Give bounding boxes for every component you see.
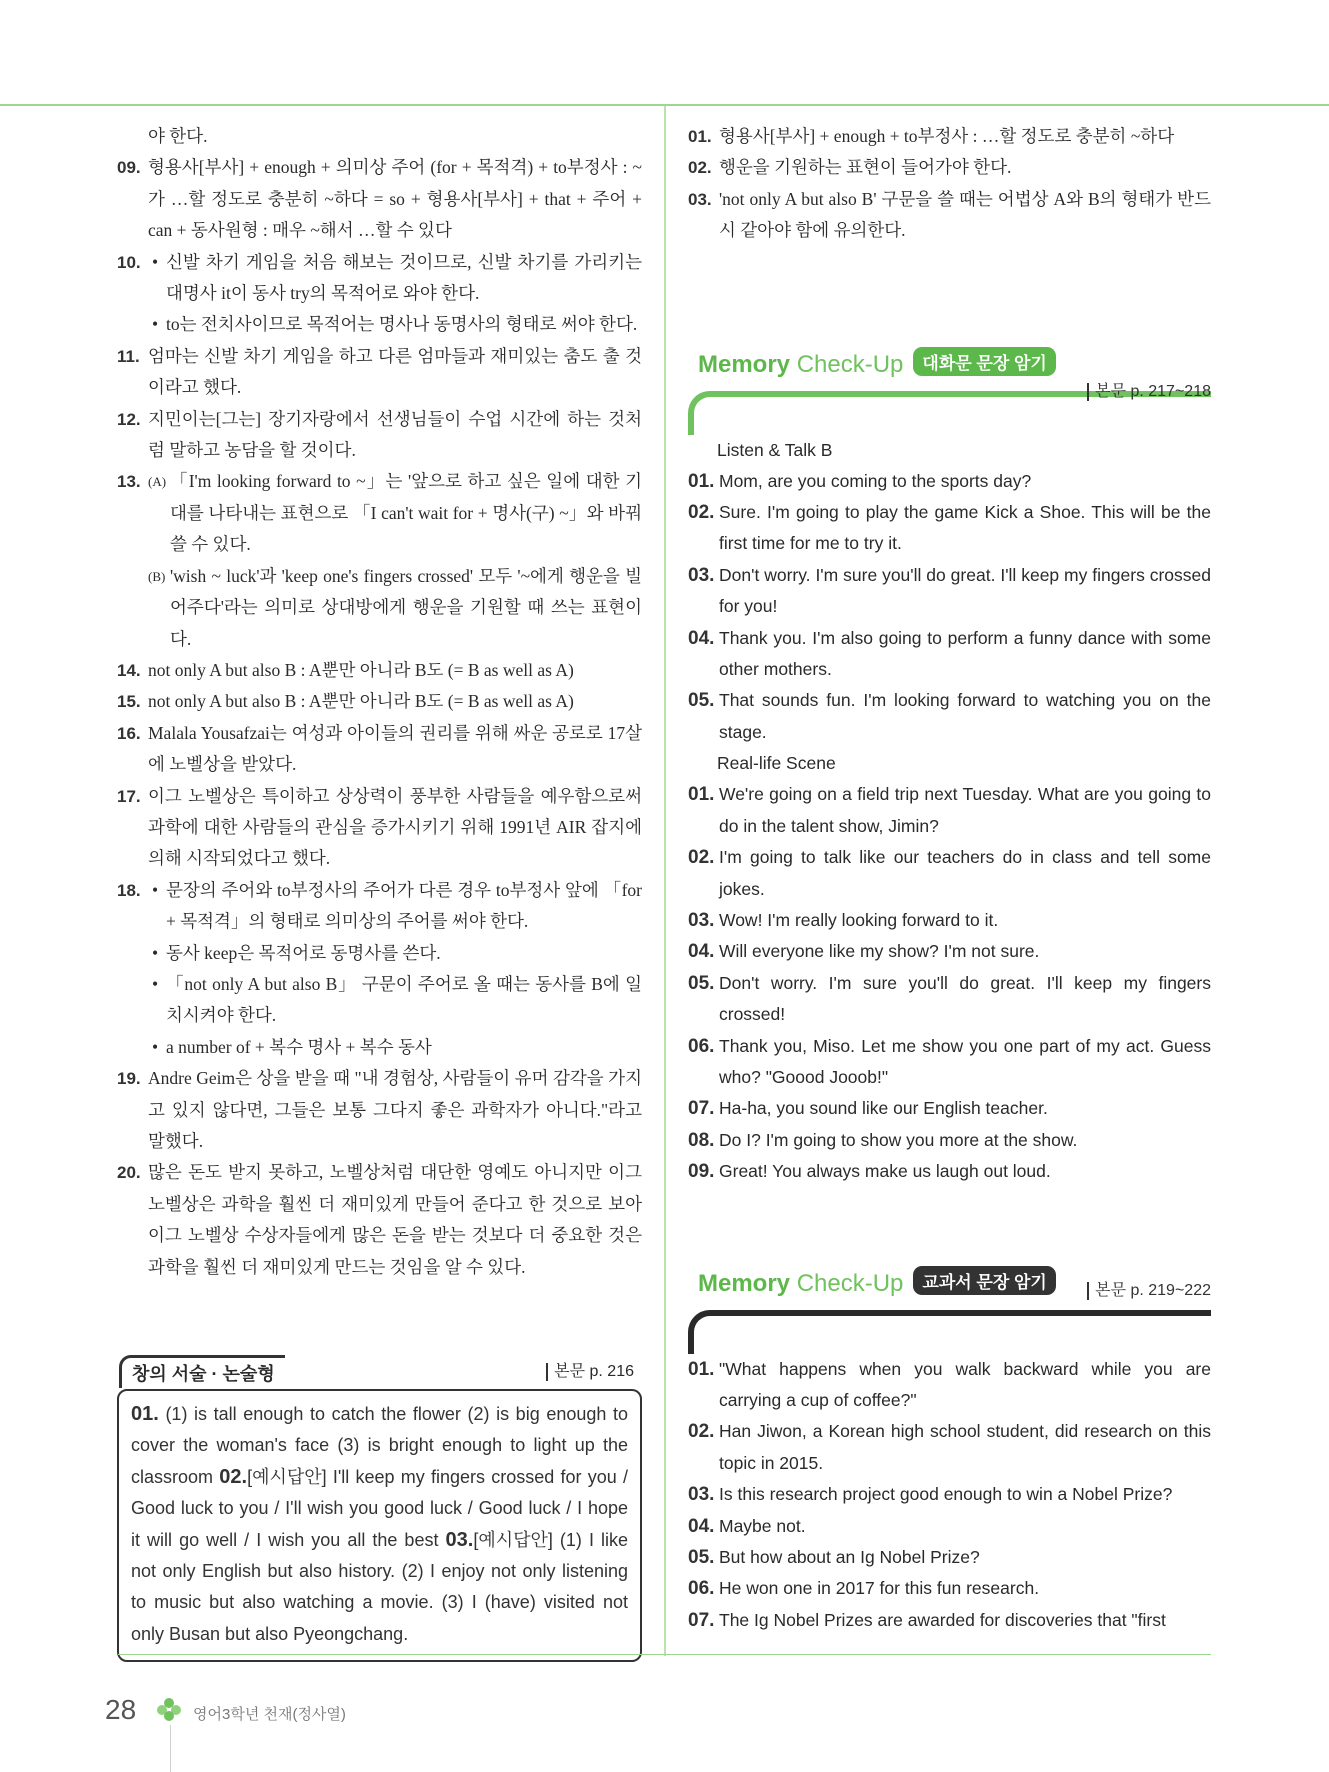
answer-text: (1) is tall enough to catch the flower (2) is big enough to cover the woman's face (3) is bright enough to light up the classroom [131, 1404, 628, 1487]
item-number: 18. [117, 880, 141, 900]
list-item: 05. That sounds fun. I'm looking forward to watching you on the stage. [688, 690, 1211, 742]
bullet-icon: • [152, 879, 159, 900]
list-item: 야 한다. [148, 126, 208, 146]
bullet-point: • to는 전치사이므로 목적어는 명사나 동명사의 형태로 써야 한다. [148, 309, 642, 340]
item-number: 13. [117, 472, 141, 492]
item-number: 12. [117, 409, 141, 429]
labeled-point: (B) 'wish ~ luck'과 'keep one's fingers crossed' 모두 '~에게 행운을 빌어주다'라는 의미로 상대방에게 행운을 기원할 때 쓰는 표현이다. [148, 565, 642, 649]
list-item: 06. Thank you, Miso. Let me show you one part of my act. Guess who? "Goood Jooob!" [688, 1035, 1211, 1087]
page-reference: 본문 p. 216 [546, 1363, 634, 1381]
list-item: 02. Han Jiwon, a Korean high school student, did research on this topic in 2015. [688, 1421, 1211, 1473]
answer-16: 16. Malala Yousafzai는 여성과 아이들의 권리를 위해 싸운 공로로 17살에 노벨상을 받았다. [117, 718, 642, 781]
bullet-icon: • [152, 1036, 159, 1057]
page-reference: 본문 p. 217~218 [1087, 383, 1211, 401]
memory-checkup-dialogue [688, 347, 1211, 1188]
explanation-text: 형용사[부사] + enough + 의미상 주어 (for + 목적격) + to부정사 : ~가 …할 정도로 충분히 ~하다 = so + 형용사[부사] + that + 주어 + can + 동사원형 : 매우 ~해서 …할 수 있다 [148, 157, 642, 241]
answer-03: 03. 'not only A but also B' 구문을 쓸 때는 어법상 A와 B의 형태가 반드시 같아야 함에 유의한다. [688, 184, 1211, 247]
item-number: 02. [219, 1465, 248, 1488]
box-title: 창의 서술 · 논술형 [119, 1355, 285, 1388]
section-header [688, 347, 1211, 399]
answer-15: 15. not only A but also B : A뿐만 아니라 B도 (= B as well as A) [117, 686, 642, 717]
right-column [688, 121, 1211, 1636]
list-item: 02. I'm going to talk like our teachers do in class and tell some jokes. [688, 847, 1211, 899]
page-number: 28 [105, 1694, 137, 1725]
left-column [117, 121, 642, 1662]
list-item: 07. The Ig Nobel Prizes are awarded for discoveries that "first [688, 1609, 1166, 1631]
creative-writing-section [117, 1355, 642, 1662]
item-number: 14. [117, 660, 141, 680]
footer-divider [170, 1725, 171, 1772]
item-number: 15. [117, 692, 141, 712]
answer-box [117, 1389, 642, 1662]
memory-checkup-textbook [688, 1266, 1211, 1637]
list-item: 07. Ha-ha, you sound like our English teacher. [688, 1098, 1048, 1120]
answer-19: 19. Andre Geim은 상을 받을 때 "내 경험상, 사람들이 유머 감각을 가지고 있지 않다면, 그들은 보통 그다지 좋은 과학자가 아니다."라고 말했다. [117, 1063, 642, 1157]
list-item: 06. He won one in 2017 for this fun research. [688, 1578, 1040, 1600]
item-number: 01. [131, 1403, 159, 1426]
box-header [117, 1355, 642, 1389]
answer-01: 01. 형용사[부사] + enough + to부정사 : …할 정도로 충분히 ~하다 [688, 121, 1211, 152]
item-number: 10. [117, 252, 141, 272]
bullet-icon: • [152, 973, 159, 994]
bullet-point: • 동사 keep은 목적어로 동명사를 쓴다. [148, 938, 642, 969]
section-title: Memory Check-Up 대화문 문장 암기 [698, 347, 1056, 379]
section-header [688, 1266, 1211, 1318]
answer-10 [117, 247, 642, 341]
answer-09 [117, 152, 642, 246]
list-item: 03. Is this research project good enough to win a Nobel Prize? [688, 1484, 1173, 1506]
list-item: 05. But how about an Ig Nobel Prize? [688, 1547, 980, 1568]
item-number: 01. [688, 127, 712, 146]
page-reference: 본문 p. 219~222 [1087, 1282, 1211, 1300]
bullet-point: • 「not only A but also B」 구문이 주어로 올 때는 동사를 B에 일치시켜야 한다. [148, 969, 642, 1032]
item-number: 16. [117, 723, 141, 743]
sentence-list [688, 1354, 1211, 1637]
bullet-icon: • [152, 251, 159, 272]
item-number: 17. [117, 786, 141, 806]
labeled-point: (A) 「I'm looking forward to ~」는 '앞으로 하고 싶은 일에 대한 기대를 나타내는 표현으로 「I can't wait for + 명사(구) ~」와 바꿔 쓸 수 있다. [148, 471, 642, 555]
answer-02: 02. 행운을 기원하는 표현이 들어가야 한다. [688, 152, 1211, 183]
list-item: 04. Thank you. I'm also going to perform a funny dance with some other mothers. [688, 627, 1211, 680]
answer-11: 11. 엄마는 신발 차기 게임을 하고 다른 엄마들과 재미있는 춤도 출 것이라고 했다. [117, 341, 642, 404]
list-item: 01. "What happens when you walk backward while you are carrying a cup of coffee?" [688, 1358, 1211, 1410]
clover-icon [157, 1697, 181, 1723]
answer-text: [예시답안] (1) I like not only English but also history. (2) I enjoy not only listening to music but also watching a movie. (3) I (have) visited not only Busan but also Pyeongchang. [131, 1529, 628, 1644]
answer-18 [117, 875, 642, 1063]
list-item: 01. Mom, are you coming to the sports day? [688, 470, 1032, 492]
list-item: 04. Maybe not. [688, 1515, 806, 1537]
bullet-icon: • [152, 942, 159, 963]
list-item: 04. Will everyone like my show? I'm not sure. [688, 941, 1040, 963]
subsection-heading: Real-life Scene [717, 753, 836, 774]
item-number: 09. [117, 158, 141, 178]
answer-12: 12. 지민이는[그는] 장기자랑에서 선생님들이 수업 시간에 하는 것처럼 말하고 농담을 할 것이다. [117, 404, 642, 467]
list-item: 03. Don't worry. I'm sure you'll do great. I'll keep my fingers crossed for you! [688, 564, 1211, 617]
book-title: 영어3학년 천재(정사열) [193, 1706, 346, 1723]
item-number: 02. [688, 158, 712, 178]
bullet-point: • a number of + 복수 명사 + 복수 동사 [148, 1032, 642, 1063]
item-number: 20. [117, 1163, 141, 1183]
answer-13 [117, 466, 642, 654]
list-item: 09. Great! You always make us laugh out loud. [688, 1161, 1051, 1183]
item-number: 19. [117, 1069, 141, 1089]
section-tag: 교과서 문장 암기 [913, 1266, 1055, 1295]
item-number: 03. [688, 189, 712, 209]
list-item: 02. Sure. I'm going to play the game Kick a Shoe. This will be the first time for me to try it. [688, 502, 1211, 554]
section-title: Memory Check-Up 교과서 문장 암기 [698, 1266, 1056, 1298]
bullet-point: • 문장의 주어와 to부정사의 주어가 다른 경우 to부정사 앞에 「for + 목적격」의 형태로 의미상의 주어를 써야 한다. [148, 875, 642, 938]
answer-14: 14. not only A but also B : A뿐만 아니라 B도 (= B as well as A) [117, 655, 642, 686]
answer-20: 20. 많은 돈도 받지 못하고, 노벨상처럼 대단한 영예도 아니지만 이그 노벨상은 과학을 훨씬 더 재미있게 만들어 준다고 한 것으로 보아 이그 노벨상 수상자들에게 많은 돈을 받는 것보다 더 중요한 것은 과학을 훨씬 더 재미있게 만드는 것임을 알 수 있다. [117, 1157, 642, 1283]
bullet-point: • 신발 차기 게임을 처음 해보는 것이므로, 신발 차기를 가리키는 대명사 it이 동사 try의 목적어로 와야 한다. [148, 247, 642, 310]
column-divider [664, 106, 666, 1656]
item-number: 11. [117, 346, 140, 366]
section-tag: 대화문 문장 암기 [913, 347, 1055, 376]
list-item: 03. Wow! I'm really looking forward to it. [688, 909, 999, 931]
sentence-list [688, 435, 1211, 1188]
bottom-rule [118, 1654, 1211, 1655]
subsection-heading: Listen & Talk B [717, 439, 833, 460]
bullet-icon: • [152, 314, 159, 335]
list-item: 05. Don't worry. I'm sure you'll do great. I'll keep my fingers crossed! [688, 972, 1211, 1025]
answer-17: 17. 이그 노벨상은 특이하고 상상력이 풍부한 사람들을 예우함으로써 과학에 대한 사람들의 관심을 증가시키기 위해 1991년 AIR 잡지에 의해 시작되었다고 했다. [117, 781, 642, 875]
item-number: 03. [445, 1528, 474, 1551]
answer-text: [예시답안] I'll keep my fingers crossed for you / Good luck to you / I'll wish you good luck / Good luck / I hope it will go well / I wish you all the best [131, 1466, 628, 1550]
list-item: 01. We're going on a field trip next Tuesday. What are you going to do in the talent show, Jimin? [688, 784, 1211, 836]
list-item: 08. Do I? I'm going to show you more at the show. [688, 1129, 1078, 1151]
